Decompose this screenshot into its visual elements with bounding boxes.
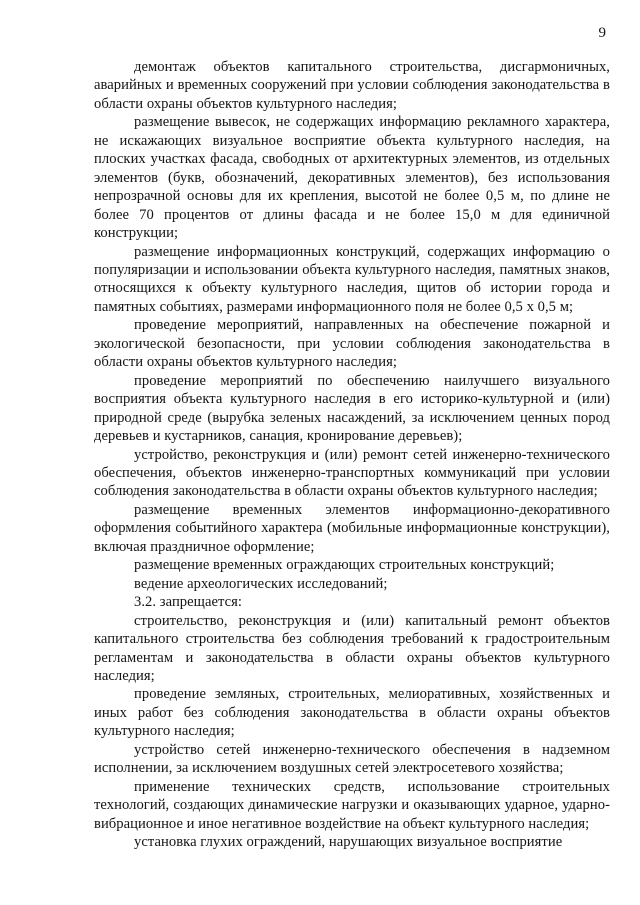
paragraph-earthworks-prohibited: проведение земляных, строительных, мелиоративных, хозяйственных и иных работ без соблюдения законодательства в области охраны объектов культурного наследия; [94, 686, 610, 740]
section-heading-prohibited: 3.2. запрещается: [134, 594, 243, 611]
paragraph-technical-means-prohibited: применение технических средств, использование строительных технологий, создающих динамические нагрузки и оказывающих ударное, ударно-вибрационное и иное негативное воздействие на объект культурного наследия; [94, 778, 610, 832]
paragraph-fences-prohibited: установка глухих ограждений, нарушающих визуальное восприятие [134, 834, 563, 851]
paragraph-engineering-networks: устройство, реконструкция и (или) ремонт сетей инженерно-технического обеспечения, объектов инженерно-транспортных коммуникаций при условии соблюдения законодательства в области охраны объектов культурного наследия; [94, 446, 610, 500]
document-body [94, 58, 610, 851]
paragraph-information-structures: размещение информационных конструкций, содержащих информацию о популяризации и использовании объекта культурного наследия, памятных знаков, относящихся к объекту культурного наследия, щитов об истории города и памятных событиях, размерами информационного поля не более 0,5 х 0,5 м; [94, 243, 610, 315]
paragraph-fire-safety: проведение мероприятий, направленных на обеспечение пожарной и экологической безопасности, при условии соблюдения законодательства в области охраны объектов культурного наследия; [94, 317, 610, 371]
paragraph-overhead-networks-prohibited: устройство сетей инженерно-технического обеспечения в надземном исполнении, за исключением воздушных сетей электросетевого хозяйства; [94, 741, 610, 777]
paragraph-temporary-fencing: размещение временных ограждающих строительных конструкций; [134, 557, 555, 574]
paragraph-visual-perception: проведение мероприятий по обеспечению наилучшего визуального восприятия объекта культурного наследия в его историко-культурной и (или) природной среде (вырубка зеленых насаждений, за исключением ценных пород деревьев и кустарников, санация, кронирование деревьев); [94, 372, 610, 445]
paragraph-dismantling: демонтаж объектов капитального строительства, дисгармоничных, аварийных и временных сооружений при условии соблюдения законодательства в области охраны объектов культурного наследия; [94, 59, 610, 112]
page-number: 9 [598, 25, 606, 41]
paragraph-temporary-decor: размещение временных элементов информационно-декоративного оформления событийного характера (мобильные информационные конструкции), включая праздничное оформление; [94, 501, 610, 555]
paragraph-construction-prohibited: строительство, реконструкция и (или) капитальный ремонт объектов капитального строительства без соблюдения требований к градостроительным регламентам и законодательства в области охраны объектов культурного наследия; [94, 612, 610, 684]
paragraph-archaeology: ведение археологических исследований; [134, 575, 388, 592]
paragraph-signage: размещение вывесок, не содержащих информацию рекламного характера, не искажающих визуальное восприятие объекта культурного наследия, на плоских участках фасада, свободных от архитектурных элементов, из отдельных элементов (букв, обозначений, декоративных элементов), без использования непрозрачной основы для их крепления, высотой не более 0,5 м, по длине не более 70 процентов от длины фасада и не более 15,0 м для единичной конструкции; [94, 114, 610, 242]
